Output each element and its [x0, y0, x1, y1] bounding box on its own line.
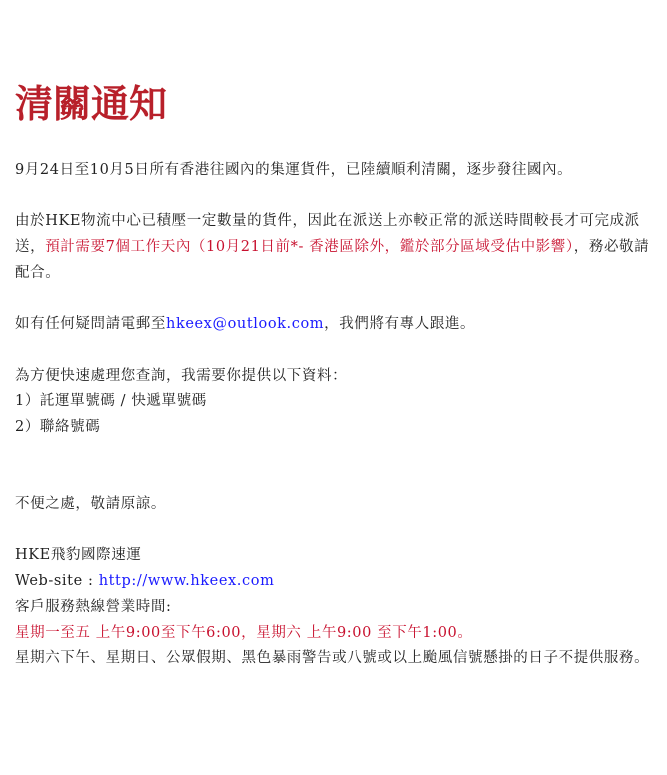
business-hours: 星期一至五 上午9:00至下午6:00，星期六 上午9:00 至下午1:00。 — [15, 624, 473, 641]
delay-paragraph — [15, 209, 660, 286]
page-title: 清關通知 — [15, 82, 168, 126]
contact-lead-text: 如有任何疑問請電郵至 — [15, 316, 166, 333]
delay-tail-text: ，務必敬請配合。 — [15, 239, 650, 281]
contact-paragraph — [15, 312, 660, 338]
delivery-estimate-text: 預計需要7個工作天內（10月21日前*- 香港區除外，鑑於部分區域受估中影響） — [45, 239, 574, 256]
notice-body — [15, 158, 660, 672]
apology-text: 不便之處，敬請原諒。 — [15, 496, 166, 513]
contact-tail-text: ，我們將有專人跟進。 — [324, 316, 476, 333]
shipment-status-paragraph: 9月24日至10月5日所有香港往國內的集運貨件，已陸續順利清關，逐步發往國內。 — [15, 162, 573, 178]
info-item-waybill: 1）託運單號碼 / 快遞單號碼 — [15, 393, 207, 410]
website-line — [15, 569, 660, 595]
website-label: Web-site : — [15, 573, 99, 590]
company-name: HKE飛豹國際速運 — [15, 547, 142, 564]
closed-notice: 星期六下午、星期日、公眾假期、黑色暴雨警告或八號或以上颱風信號懸掛的日子不提供服務。 — [15, 650, 650, 667]
website-link[interactable]: http://www.hkeex.com — [98, 573, 275, 590]
email-link[interactable]: hkeex@outlook.com — [166, 316, 325, 333]
info-item-phone: 2）聯絡號碼 — [15, 418, 101, 435]
hours-label: 客戶服務熱線營業時間: — [15, 598, 172, 615]
delay-lead-text: 由於HKE物流中心已積壓一定數量的貨件，因此在派送上亦較正常的派送時間較長才可完成派送， — [15, 213, 640, 256]
info-request-intro: 為方便快速處理您查詢，我需要你提供以下資料： — [15, 367, 348, 384]
